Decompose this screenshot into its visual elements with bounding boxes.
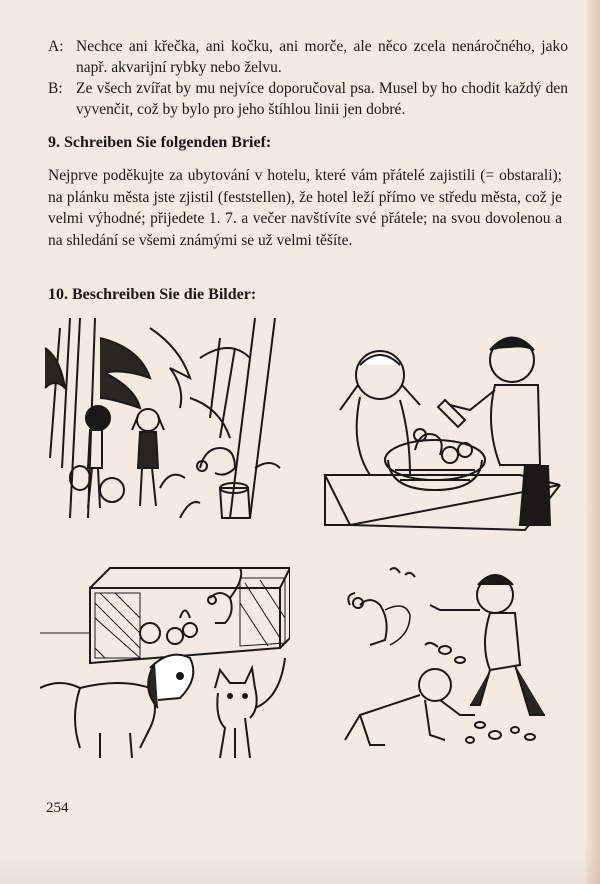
page-shadow <box>0 844 600 884</box>
forest-illustration <box>40 318 290 528</box>
dialog-line-b <box>48 78 568 120</box>
page-number: 254 <box>46 800 69 816</box>
exercise-9-title: 9. Schreiben Sie folgenden Brief: <box>48 134 272 151</box>
speaker-label: B: <box>48 80 63 97</box>
cage-illustration <box>40 558 290 768</box>
speaker-label: A: <box>48 38 64 55</box>
exercise-10-title: 10. Beschreiben Sie die Bilder: <box>48 286 257 303</box>
dialog-text: Ze všech zvířat by mu nejvíce doporučoval psa. Musel by ho chodit každý den vyvenčit, což by bylo pro jeho štíhlou linii jen dobré. <box>76 80 568 118</box>
nuts-illustration <box>330 565 570 765</box>
dialog-line-a <box>48 36 568 78</box>
page-edge <box>586 0 600 884</box>
exercise-9-body: Nejprve poděkujte za ubytování v hotelu, které vám přátelé zajistili (= obstarali); na plánku města jste zjistil (feststellen), že hotel leží přímo ve středu města, což je velmi výhodné; přijedete 1. 7. a večer navštívíte své přátele; na svou dovolenou a na shledání se všemi známými se už velmi těšíte. <box>48 167 562 249</box>
basket-illustration <box>320 325 570 535</box>
dialog-text: Nechce ani křečka, ani kočku, ani morče, ale něco zcela nenáročného, jako např. akvarijní rybky nebo želvu. <box>76 38 568 76</box>
